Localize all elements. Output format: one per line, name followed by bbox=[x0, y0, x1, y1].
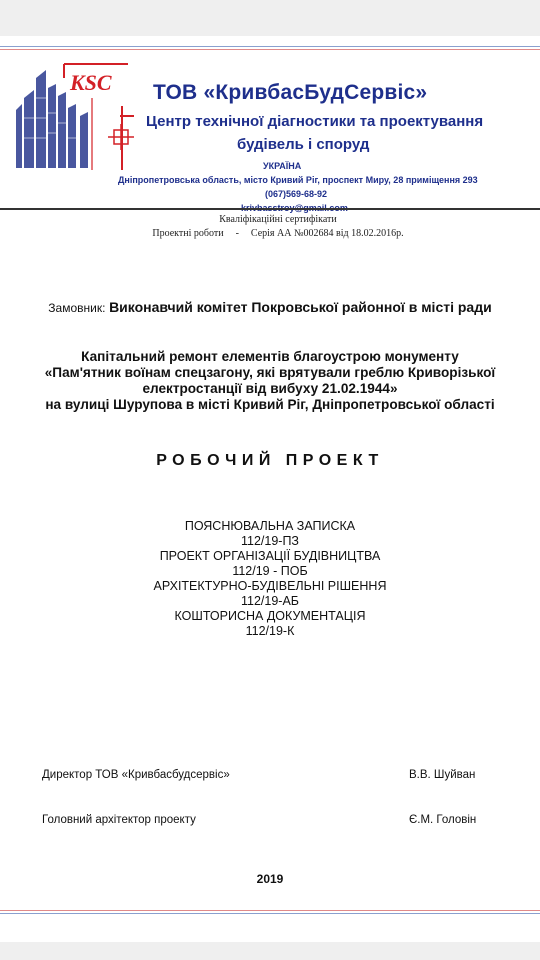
customer-value: Виконавчий комітет Покровської районної в місті ради bbox=[109, 299, 492, 315]
document-name: КОШТОРИСНА ДОКУМЕНТАЦІЯ bbox=[174, 609, 366, 623]
document-code: 112/19 - ПОБ bbox=[232, 564, 308, 578]
project-title-line2: «Пам'ятник воїнам спецзагону, які врятували греблю Криворізької bbox=[44, 365, 496, 380]
top-rule-blue bbox=[0, 46, 540, 47]
certificate-work-type: Проектні роботи bbox=[152, 228, 224, 239]
bottom-rule-red bbox=[0, 910, 540, 911]
document-page bbox=[0, 36, 540, 942]
project-title-line1: Капітальний ремонт елементів благоустрою монументу bbox=[81, 349, 459, 364]
bottom-rule-blue bbox=[0, 913, 540, 914]
company-subtitle-line2: будівель і споруд bbox=[237, 136, 370, 153]
document-name: ПРОЕКТ ОРГАНІЗАЦІЇ БУДІВНИЦТВА bbox=[159, 549, 381, 563]
company-address: Дніпропетровська область, місто Кривий Ріг, проспект Миру, 28 приміщення 293 bbox=[118, 175, 478, 185]
company-logo bbox=[8, 58, 134, 170]
signature-role-director: Директор ТОВ «Кривбасбудсервіс» bbox=[42, 769, 230, 781]
signature-role-architect: Головний архітектор проекту bbox=[42, 814, 196, 826]
header-rule bbox=[0, 208, 540, 210]
document-year: 2019 bbox=[256, 872, 284, 886]
document-name: ПОЯСНЮВАЛЬНА ЗАПИСКА bbox=[184, 519, 356, 533]
certificates-line bbox=[8, 228, 540, 239]
certificates-title: Кваліфікаційні сертифікати bbox=[219, 214, 337, 225]
document-type-heading: РОБОЧИЙ ПРОЕКТ bbox=[156, 452, 384, 469]
signature-name-architect: Є.М. Головін bbox=[409, 814, 477, 826]
company-name: ТОВ «КривбасБудСервіс» bbox=[153, 81, 428, 104]
customer-line bbox=[0, 299, 540, 315]
company-subtitle-line1: Центр технічної діагностики та проектування bbox=[146, 113, 484, 130]
documents-list bbox=[0, 519, 540, 639]
project-title bbox=[0, 349, 540, 413]
document-code: 112/19-ПЗ bbox=[240, 534, 299, 548]
company-phone: (067)569-68-92 bbox=[265, 189, 328, 199]
document-name: АРХІТЕКТУРНО-БУДІВЕЛЬНІ РІШЕННЯ bbox=[153, 579, 387, 593]
document-code: 112/19-К bbox=[245, 624, 295, 638]
project-title-line4: на вулиці Шурупова в місті Кривий Ріг, Дніпропетровської області bbox=[45, 397, 495, 412]
logo-text: KSC bbox=[70, 70, 112, 95]
customer-label: Замовник: bbox=[48, 301, 106, 315]
certificate-dash: - bbox=[235, 228, 239, 239]
project-title-line3: електростанції від вибуху 21.02.1944» bbox=[142, 381, 398, 396]
document-code: 112/19-АБ bbox=[240, 594, 299, 608]
letterhead bbox=[0, 50, 540, 208]
certificate-series: Серія АА №002684 від 18.02.2016р. bbox=[250, 228, 404, 239]
company-country: УКРАЇНА bbox=[263, 161, 302, 171]
signature-name-director: В.В. Шуйван bbox=[409, 769, 476, 781]
